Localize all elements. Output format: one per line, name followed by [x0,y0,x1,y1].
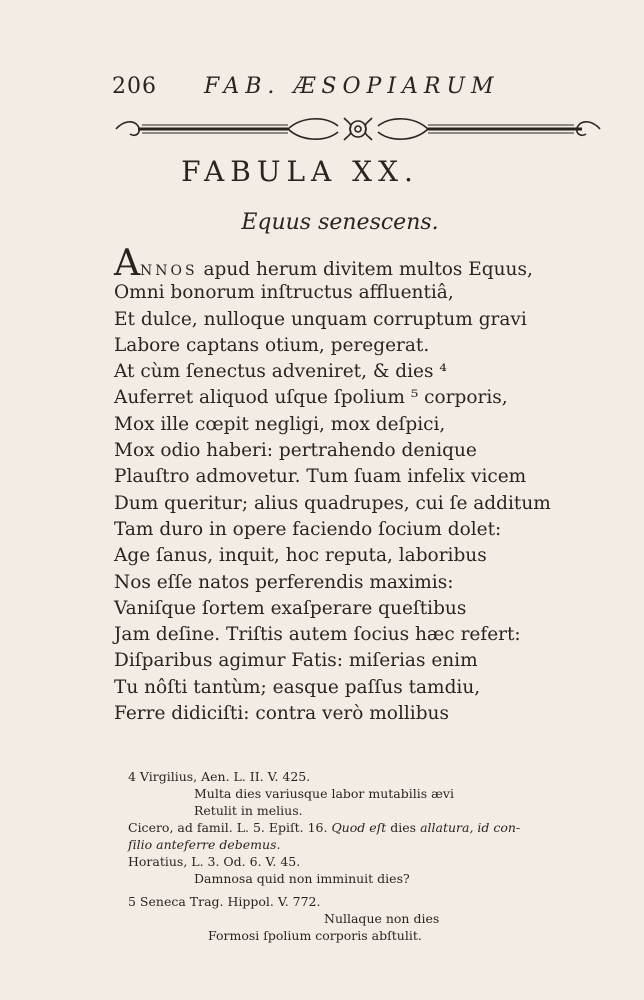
verse-line: Dum queritur; alius quadrupes, cui ſe additum [114,492,551,514]
verse-line: Et dulce, nulloque unquam corruptum gravi [114,308,527,330]
verse-line: At cùm ſenectus adveniret, & dies ⁴ [114,361,447,383]
footnotes [128,768,608,944]
footnote-5-reference: 5 Seneca Trag. Hippol. V. 772. [128,894,321,909]
page-number: 206 [112,74,157,99]
verse-block [114,243,574,727]
footnote-4-reference: 4 Virgilius, Aen. L. II. V. 425. [128,769,311,784]
running-title: FAB. ÆSOPIARUM [204,74,500,99]
verse-line: Omni bonorum inſtructus affluentiâ, [114,282,454,304]
footnote-text: dies [386,820,421,835]
verse-line: Diſparibus agimur Fatis: miſerias enim [114,650,478,672]
verse-line: Labore captans otium, peregerat. [114,334,430,356]
verse-line: Nos eſſe natos perferendis maximis: [114,571,454,593]
verse-line: Auferret aliquod uſque ſpolium ⁵ corporis, [114,387,508,409]
footnote-italic: allatura, id con- [420,820,521,835]
footnote-cicero [128,819,608,836]
footnote-continuation: ſilio anteferre debemus. [128,837,281,852]
verse-line: Mox ille cœpit negligi, mox deſpici, [114,413,446,435]
footnote-text: Cicero, ad famil. L. 5. Epiſt. 16. [128,820,332,835]
verse-line [114,243,574,284]
footnote-quote: Formosi ſpolium corporis abſtulit. [208,928,422,943]
verse-line: Vaniſque ſortem exaſperare queſtibus [114,597,467,619]
fable-title: FABULA XX. [181,155,419,188]
fable-subtitle: Equus senescens. [241,210,439,235]
verse-line: Ferre didiciſti: contra verò mollibus [114,703,449,725]
footnote-quote: Nullaque non dies [324,911,440,926]
footnote-quote: Retulit in melius. [194,803,303,818]
verse-line: Mox odio haberi: pertrahendo denique [114,440,477,462]
footnote-italic: Quod eſt [331,820,387,835]
verse-line: Jam deſine. Triſtis autem ſocius hæc refert: [114,624,521,646]
verse-line: Tam duro in opere faciendo ſocium dolet: [114,518,502,540]
verse-line: Tu nôſti tantùm; easque paſſus tamdiu, [114,676,481,698]
small-caps-word: NNOS [140,263,198,279]
footnote-quote: Multa dies variusque labor mutabilis ævi [194,786,454,801]
verse-text: apud herum divitem multos Equus, [197,259,533,280]
drop-capital: A [114,243,140,284]
footnote-horace: Horatius, L. 3. Od. 6. V. 45. [128,854,301,869]
footnote-quote: Damnosa quid non imminuit dies? [194,871,410,886]
verse-line: Plauſtro admovetur. Tum ſuam infelix vicem [114,466,527,488]
decorative-rule-ornament [112,112,604,146]
verse-line: Age ſanus, inquit, hoc reputa, laboribus [114,545,487,567]
